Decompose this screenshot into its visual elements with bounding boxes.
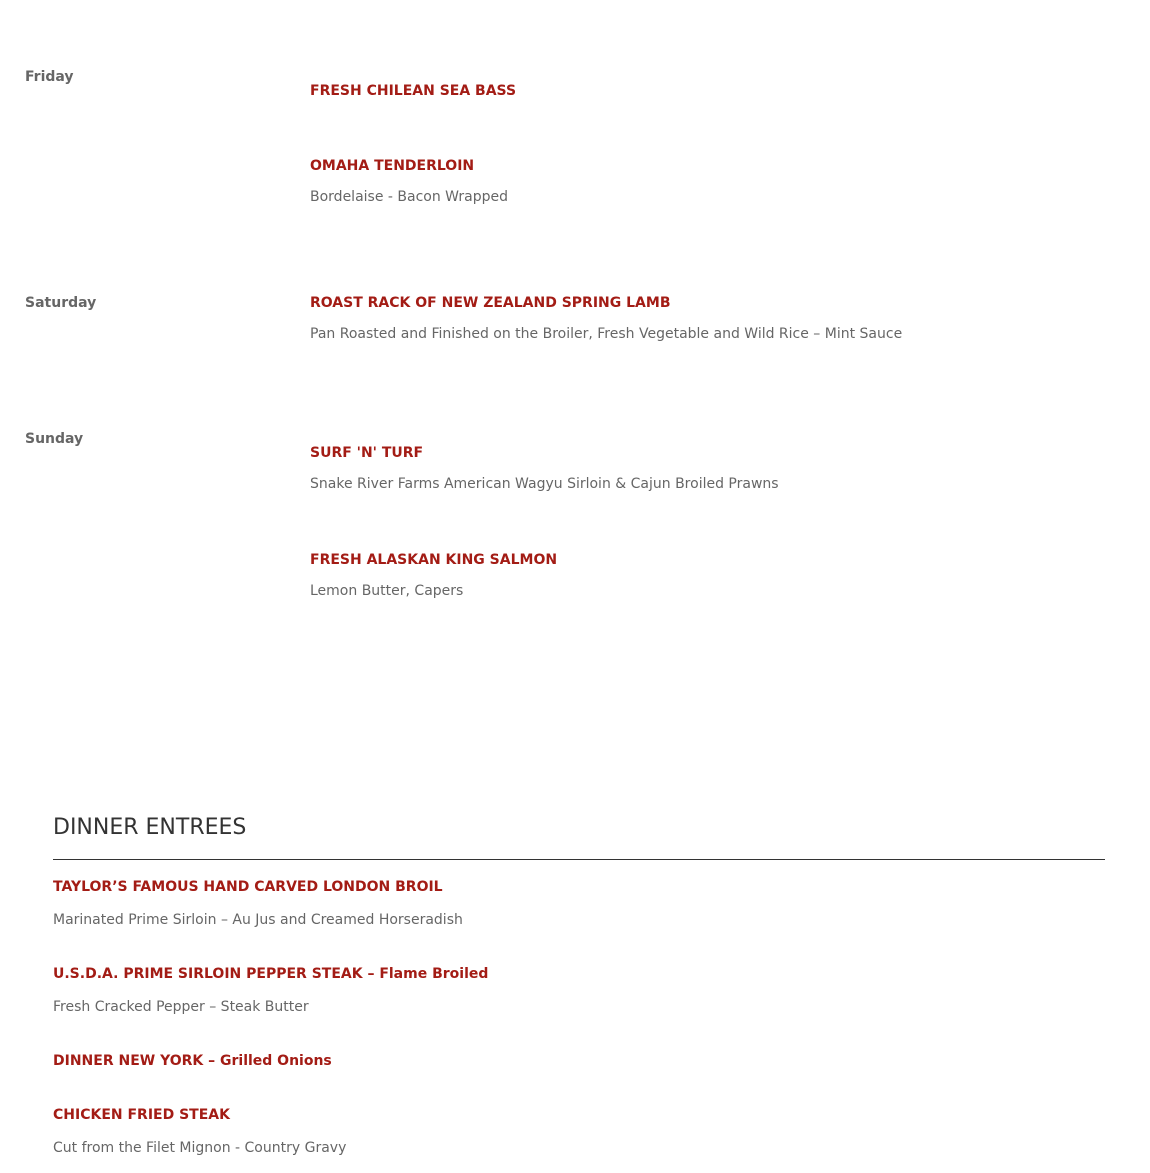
section-divider xyxy=(53,859,1105,860)
day-label-friday: Friday xyxy=(25,69,74,85)
section-heading: DINNER ENTREES xyxy=(53,815,247,840)
day-label-sunday: Sunday xyxy=(25,431,84,447)
entree-title: U.S.D.A. PRIME SIRLOIN PEPPER STEAK – Flame Broiled xyxy=(53,966,489,982)
day-label-saturday: Saturday xyxy=(25,295,97,311)
entree-description: Cut from the Filet Mignon - Country Gravy xyxy=(53,1140,347,1156)
entree-title: DINNER NEW YORK – Grilled Onions xyxy=(53,1053,332,1069)
special-item-description: Snake River Farms American Wagyu Sirloin & Cajun Broiled Prawns xyxy=(310,476,779,492)
entree-description: Marinated Prime Sirloin – Au Jus and Creamed Horseradish xyxy=(53,912,463,928)
special-item-title: ROAST RACK OF NEW ZEALAND SPRING LAMB xyxy=(310,295,671,311)
special-item-title: OMAHA TENDERLOIN xyxy=(310,158,475,174)
special-item-description: Lemon Butter, Capers xyxy=(310,583,464,599)
special-item-description: Bordelaise - Bacon Wrapped xyxy=(310,189,508,205)
special-item-title: FRESH ALASKAN KING SALMON xyxy=(310,552,558,568)
special-item-title: SURF 'N' TURF xyxy=(310,445,424,461)
entree-title: TAYLOR’S FAMOUS HAND CARVED LONDON BROIL xyxy=(53,879,443,895)
special-item-title: FRESH CHILEAN SEA BASS xyxy=(310,83,517,99)
entree-title: CHICKEN FRIED STEAK xyxy=(53,1107,230,1123)
entree-description: Fresh Cracked Pepper – Steak Butter xyxy=(53,999,309,1015)
special-item-description: Pan Roasted and Finished on the Broiler, Fresh Vegetable and Wild Rice – Mint Sauce xyxy=(310,326,903,342)
